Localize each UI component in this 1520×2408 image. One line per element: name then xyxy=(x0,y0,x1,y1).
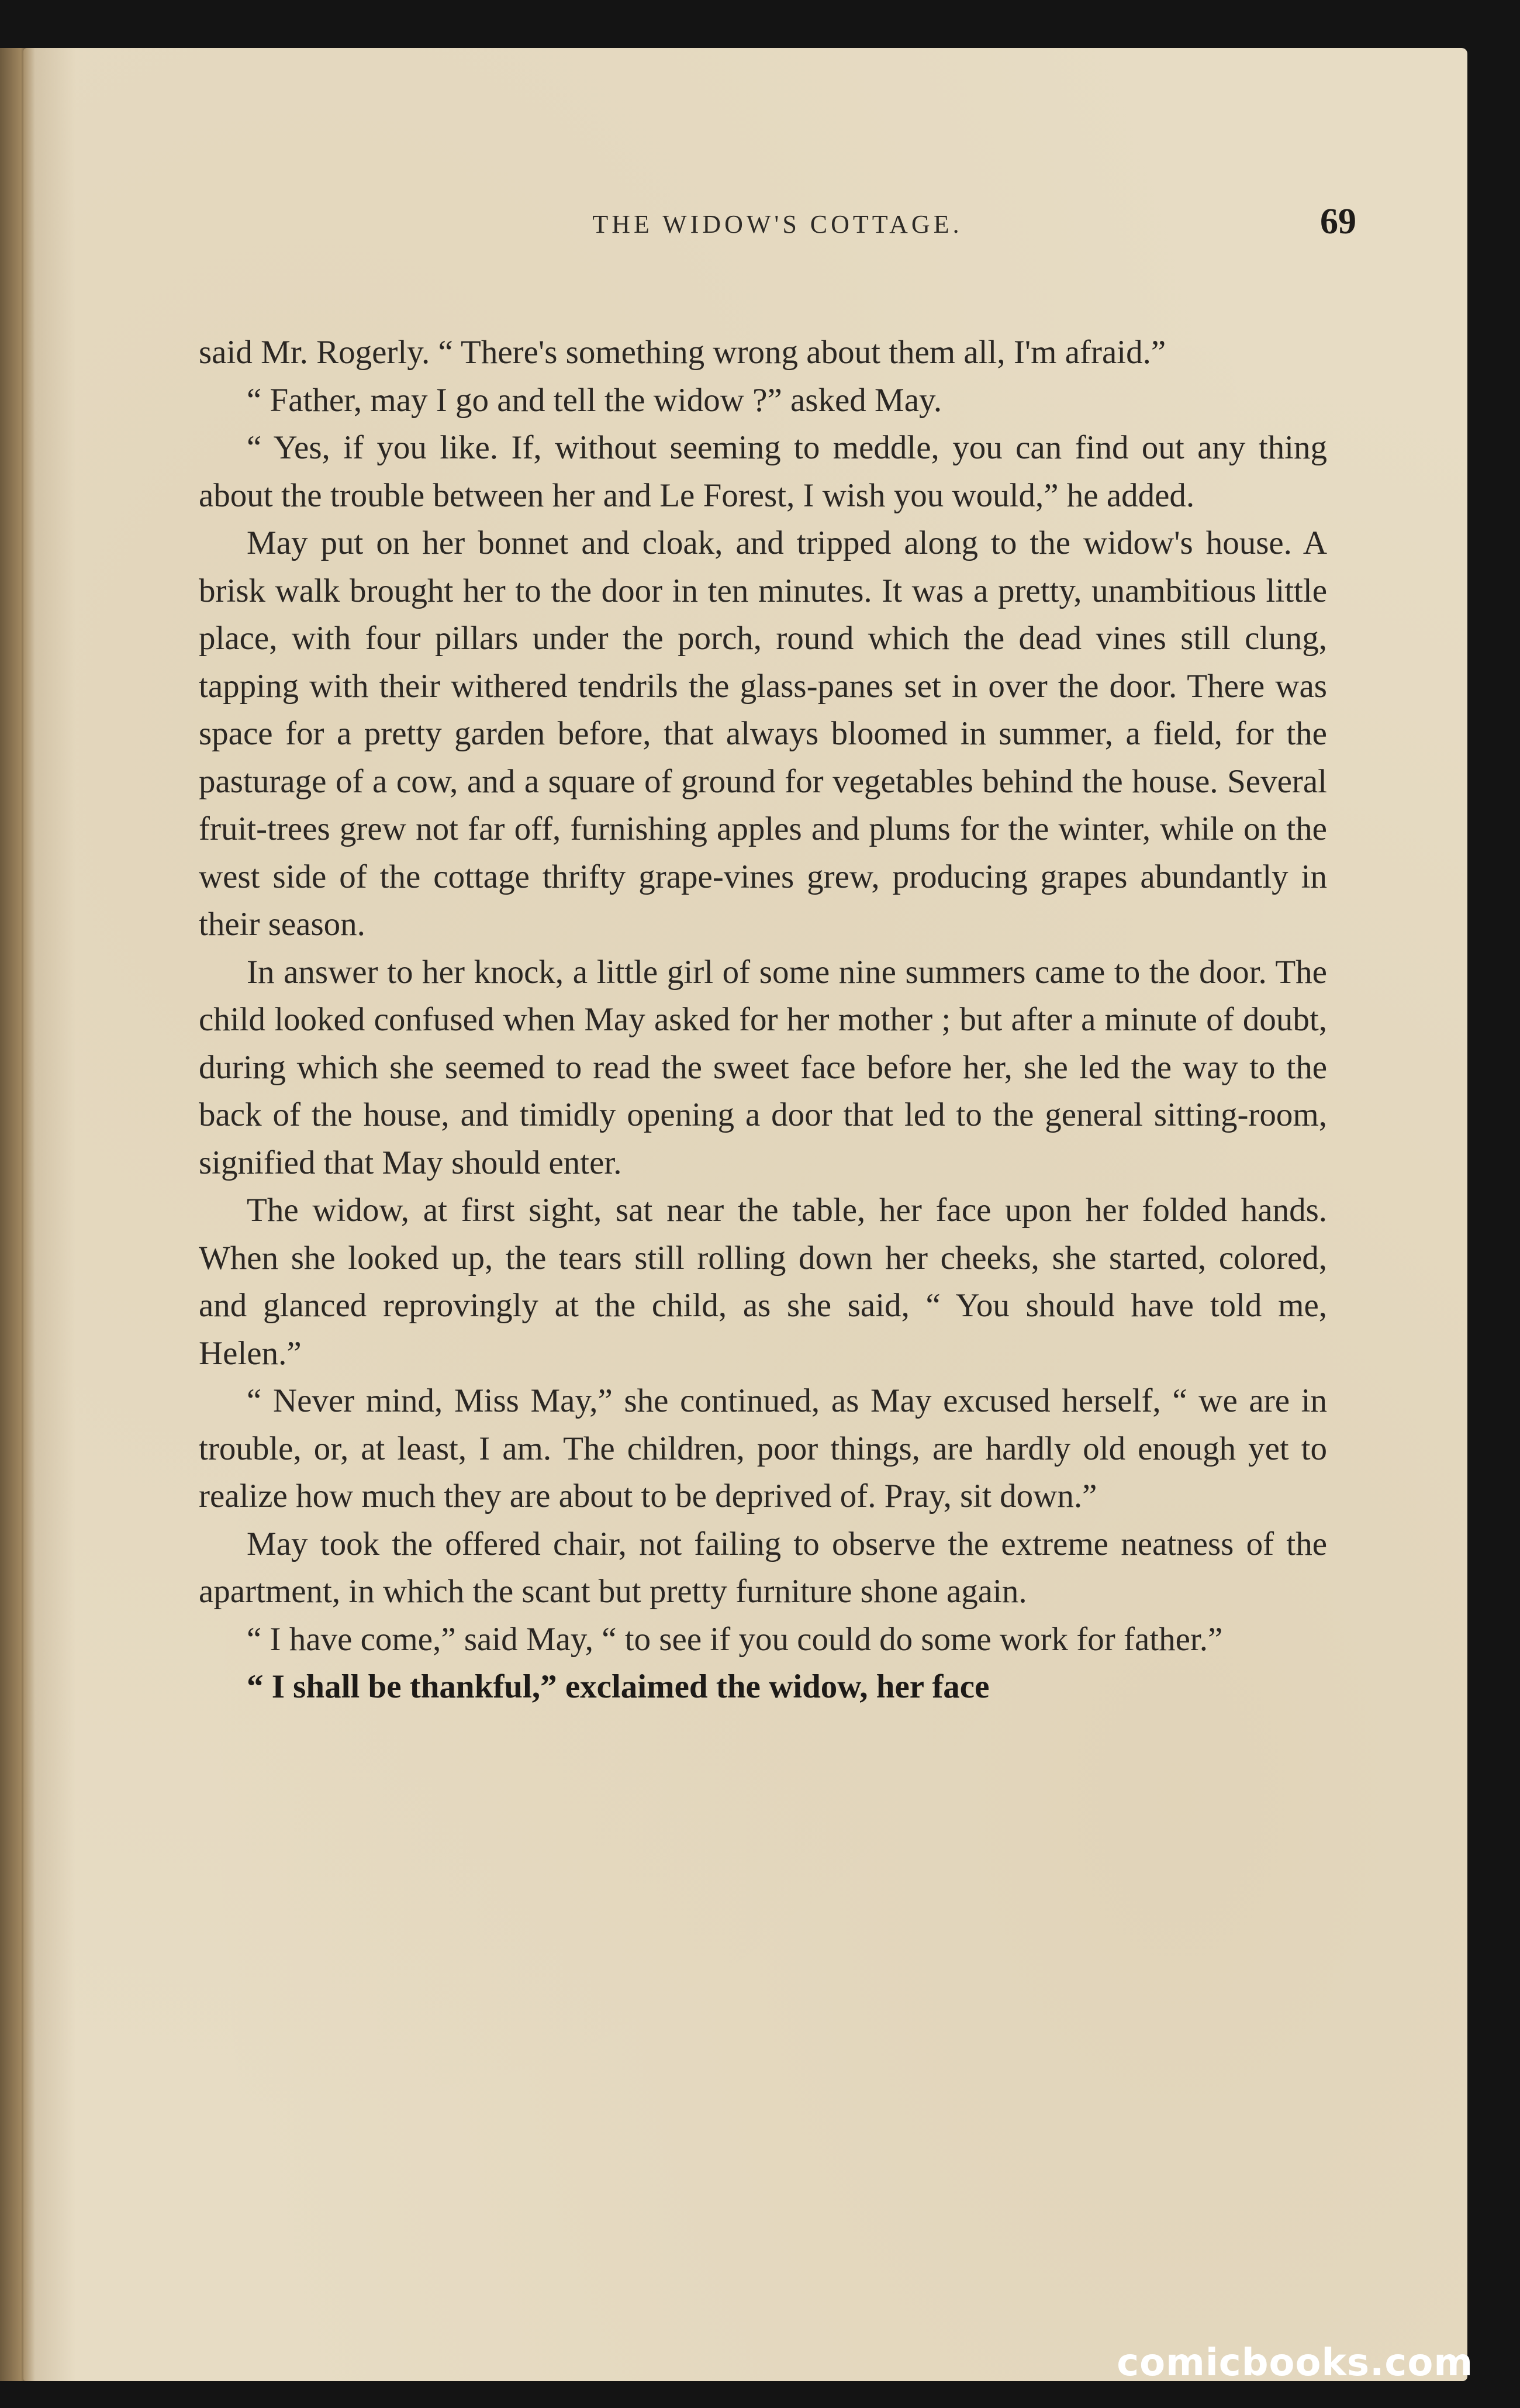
paragraph: The widow, at first sight, sat near the table, her face upon her folded hands. When she looked up, the tears still rolling down her cheeks, she started, colored, and glanced reprovingly at the child, as she said, “ You should have told me, Helen.” xyxy=(199,1192,1327,1372)
page-number: 69 xyxy=(1320,202,1356,242)
book-page xyxy=(23,48,1467,2381)
paragraph: May put on her bonnet and cloak, and tripped along to the widow's house. A brisk walk brought her to the door in ten minutes. It was a pretty, unambitious little place, with four pillars under the porch, round which the dead vines still clung, tapping with their withered tendrils the glass-panes set in over the door. There was space for a pretty garden before, that always bloomed in summer, a field, for the pasturage of a cow, and a square of ground for vegetables behind the house. Several fruit-trees grew not far off, furnishing apples and plums for the winter, while on the west side of the cottage thrifty grape-vines grew, producing grapes abundantly in their season. xyxy=(199,525,1327,943)
watermark: comicbooks.com xyxy=(1117,2341,1473,2385)
running-head: THE WIDOW'S COTTAGE. xyxy=(592,210,963,239)
paragraph: May took the offered chair, not failing to observe the extreme neatness of the apartment, in which the scant but pretty furniture shone again. xyxy=(199,1525,1327,1610)
paragraph: In answer to her knock, a little girl of some nine summers came to the door. The child looked confused when May asked for her mother ; but after a minute of doubt, during which she seemed to read the sweet face before her, she led the way to the back of the house, and timidly opening a door that led to the general sitting-room, signified that May should enter. xyxy=(199,953,1327,1181)
book-spine xyxy=(0,48,35,2381)
paragraph: “ Never mind, Miss May,” she continued, as May excused herself, “ we are in trouble, or, at least, I am. The children, poor things, are hardly old enough yet to realize how much they are about to be deprived of. Pray, sit down.” xyxy=(199,1382,1327,1515)
paragraph: “ I shall be thankful,” exclaimed the widow, her face xyxy=(247,1668,990,1705)
paragraph: “ I have come,” said May, “ to see if you could do some work for father.” xyxy=(247,1620,1223,1658)
body-text xyxy=(199,329,1327,1711)
paragraph: “ Father, may I go and tell the widow ?” asked May. xyxy=(247,381,942,419)
page-header xyxy=(199,201,1356,254)
paragraph: “ Yes, if you like. If, without seeming to meddle, you can find out any thing about the trouble between her and Le Forest, I wish you would,” he added. xyxy=(199,429,1327,514)
paragraph: said Mr. Rogerly. “ There's something wrong about them all, I'm afraid.” xyxy=(199,334,1166,371)
